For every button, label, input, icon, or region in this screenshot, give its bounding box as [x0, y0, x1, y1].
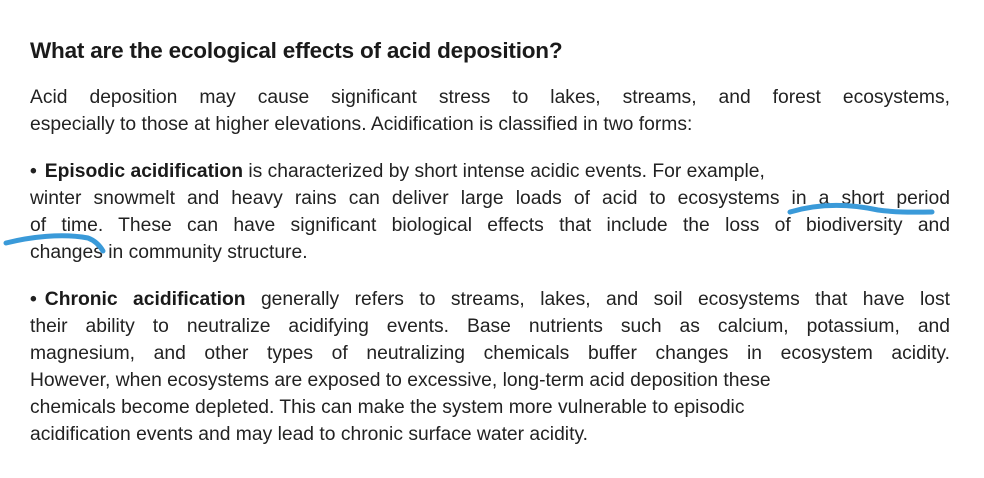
- chronic-line-3: magnesium, and other types of neutralizing chemicals buffer changes in ecosystem acidity.: [30, 343, 950, 364]
- intro-line-1: Acid deposition may cause significant stress to lakes, streams, and forest ecosystems,: [30, 87, 950, 108]
- chronic-term: Chronic acidification: [44, 289, 246, 310]
- episodic-bullet: [30, 158, 950, 266]
- section-heading: What are the ecological effects of acid deposition?: [30, 38, 563, 63]
- chronic-line-4: However, when ecosystems are exposed to excessive, long-term acid deposition these: [30, 370, 771, 391]
- chronic-line-5: chemicals become depleted. This can make the system more vulnerable to episodic: [30, 397, 745, 418]
- episodic-term: Episodic acidification: [44, 161, 243, 182]
- intro-line-2: especially to those at higher elevations. Acidification is classified in two forms:: [30, 114, 693, 135]
- episodic-line-1: [30, 158, 950, 185]
- intro-paragraph: [30, 84, 950, 138]
- episodic-line-4: changes in community structure.: [30, 242, 308, 263]
- chronic-line-6: acidification events and may lead to chronic surface water acidity.: [30, 424, 589, 445]
- bullet-icon: •: [30, 289, 37, 310]
- chronic-line-1-text: generally refers to streams, lakes, and soil ecosystems that have lost: [245, 289, 950, 310]
- chronic-line-1: [30, 286, 950, 313]
- bullet-icon: •: [30, 161, 37, 182]
- episodic-line-3: of time. These can have significant biological effects that include the loss of biodiversity and: [30, 215, 950, 236]
- episodic-line-2: winter snowmelt and heavy rains can deliver large loads of acid to ecosystems in a short period: [30, 188, 950, 209]
- episodic-line-1-text: is characterized by short intense acidic events. For example,: [242, 161, 765, 182]
- chronic-line-2: their ability to neutralize acidifying events. Base nutrients such as calcium, potassium, and: [30, 316, 950, 337]
- chronic-bullet: [30, 286, 950, 448]
